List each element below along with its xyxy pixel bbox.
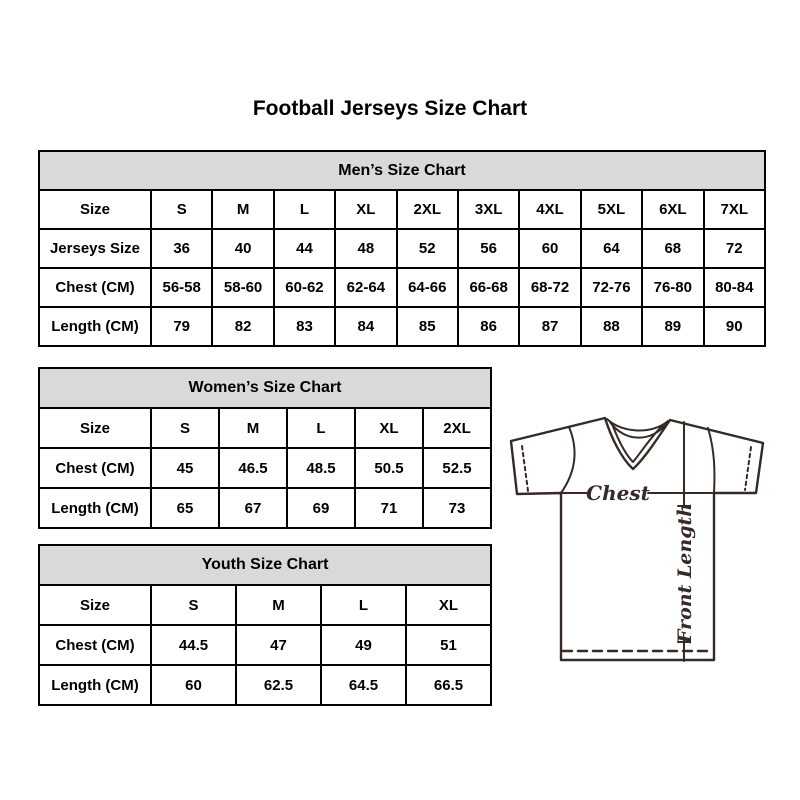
mens-header-cell-l: L [274, 190, 335, 229]
womens-value-cell: 50.5 [355, 448, 423, 488]
mens-value-cell: 48 [335, 229, 396, 268]
womens-title-row [39, 368, 491, 408]
womens-header-cell-s: S [151, 408, 219, 448]
mens-value-cell: 60 [519, 229, 580, 268]
mens-value-cell: 90 [704, 307, 765, 346]
youth-data-row-1 [39, 665, 491, 705]
youth-title-row [39, 545, 491, 585]
mens-value-cell: 72 [704, 229, 765, 268]
womens-value-cell: 46.5 [219, 448, 287, 488]
mens-header-cell-3xl: 3XL [458, 190, 519, 229]
mens-value-cell: 88 [581, 307, 642, 346]
womens-value-cell: 65 [151, 488, 219, 528]
youth-value-cell: 51 [406, 625, 491, 665]
mens-size-chart-table [38, 150, 766, 347]
womens-table-title: Women’s Size Chart [39, 368, 491, 408]
youth-value-cell: 64.5 [321, 665, 406, 705]
mens-value-cell: 83 [274, 307, 335, 346]
mens-value-cell: 84 [335, 307, 396, 346]
mens-header-cell-5xl: 5XL [581, 190, 642, 229]
womens-value-cell: 73 [423, 488, 491, 528]
mens-data-row-1 [39, 268, 765, 307]
jersey-measurement-diagram [505, 411, 770, 667]
womens-value-cell: 52.5 [423, 448, 491, 488]
youth-value-cell: 60 [151, 665, 236, 705]
mens-header-cell-m: M [212, 190, 273, 229]
mens-value-cell: 56-58 [151, 268, 212, 307]
mens-title-row [39, 151, 765, 190]
mens-header-row [39, 190, 765, 229]
mens-value-cell: 85 [397, 307, 458, 346]
left-cuff-dashed-line [522, 446, 528, 491]
youth-header-cell-xl: XL [406, 585, 491, 625]
mens-value-cell: 68-72 [519, 268, 580, 307]
mens-value-cell: 40 [212, 229, 273, 268]
youth-value-cell: 66.5 [406, 665, 491, 705]
page-title: Football Jerseys Size Chart [252, 97, 528, 120]
youth-row-label: Chest (CM) [39, 625, 151, 665]
womens-row-label: Chest (CM) [39, 448, 151, 488]
mens-table-title: Men’s Size Chart [39, 151, 765, 190]
mens-value-cell: 58-60 [212, 268, 273, 307]
mens-value-cell: 44 [274, 229, 335, 268]
youth-table-title: Youth Size Chart [39, 545, 491, 585]
mens-data-row-0 [39, 229, 765, 268]
mens-value-cell: 80-84 [704, 268, 765, 307]
mens-value-cell: 64 [581, 229, 642, 268]
youth-header-row [39, 585, 491, 625]
mens-table-grid [38, 150, 766, 347]
womens-size-chart-table [38, 367, 492, 529]
chest-measure-label: Chest [586, 481, 650, 505]
mens-row-label: Jerseys Size [39, 229, 151, 268]
youth-value-cell: 47 [236, 625, 321, 665]
right-cuff-dashed-line [745, 447, 751, 490]
womens-value-cell: 48.5 [287, 448, 355, 488]
mens-value-cell: 36 [151, 229, 212, 268]
womens-header-cell-l: L [287, 408, 355, 448]
womens-data-row-0 [39, 448, 491, 488]
mens-value-cell: 79 [151, 307, 212, 346]
mens-row-label: Chest (CM) [39, 268, 151, 307]
mens-value-cell: 87 [519, 307, 580, 346]
mens-value-cell: 62-64 [335, 268, 396, 307]
youth-size-chart-table [38, 544, 492, 706]
jersey-outline [511, 418, 763, 660]
mens-header-cell-2xl: 2XL [397, 190, 458, 229]
youth-header-cell-m: M [236, 585, 321, 625]
youth-value-cell: 49 [321, 625, 406, 665]
mens-header-cell-4xl: 4XL [519, 190, 580, 229]
womens-row-label: Length (CM) [39, 488, 151, 528]
mens-header-cell-size: Size [39, 190, 151, 229]
youth-header-cell-size: Size [39, 585, 151, 625]
womens-header-cell-2xl: 2XL [423, 408, 491, 448]
womens-value-cell: 45 [151, 448, 219, 488]
womens-value-cell: 71 [355, 488, 423, 528]
mens-row-label: Length (CM) [39, 307, 151, 346]
mens-data-row-2 [39, 307, 765, 346]
mens-header-cell-s: S [151, 190, 212, 229]
womens-header-cell-xl: XL [355, 408, 423, 448]
mens-value-cell: 76-80 [642, 268, 703, 307]
mens-header-cell-xl: XL [335, 190, 396, 229]
mens-value-cell: 52 [397, 229, 458, 268]
youth-table-grid [38, 544, 492, 706]
mens-value-cell: 86 [458, 307, 519, 346]
youth-header-cell-l: L [321, 585, 406, 625]
youth-value-cell: 44.5 [151, 625, 236, 665]
right-armhole-seam [708, 428, 714, 493]
mens-value-cell: 60-62 [274, 268, 335, 307]
womens-value-cell: 69 [287, 488, 355, 528]
mens-header-cell-6xl: 6XL [642, 190, 703, 229]
youth-row-label: Length (CM) [39, 665, 151, 705]
womens-header-row [39, 408, 491, 448]
womens-header-cell-size: Size [39, 408, 151, 448]
womens-value-cell: 67 [219, 488, 287, 528]
mens-value-cell: 72-76 [581, 268, 642, 307]
mens-value-cell: 89 [642, 307, 703, 346]
left-armhole-seam [561, 427, 575, 493]
youth-value-cell: 62.5 [236, 665, 321, 705]
womens-table-grid [38, 367, 492, 529]
mens-value-cell: 82 [212, 307, 273, 346]
mens-value-cell: 56 [458, 229, 519, 268]
mens-value-cell: 68 [642, 229, 703, 268]
mens-value-cell: 64-66 [397, 268, 458, 307]
mens-header-cell-7xl: 7XL [704, 190, 765, 229]
youth-data-row-0 [39, 625, 491, 665]
womens-header-cell-m: M [219, 408, 287, 448]
mens-value-cell: 66-68 [458, 268, 519, 307]
womens-data-row-1 [39, 488, 491, 528]
front-length-measure-label: Front Length [674, 502, 696, 644]
youth-header-cell-s: S [151, 585, 236, 625]
